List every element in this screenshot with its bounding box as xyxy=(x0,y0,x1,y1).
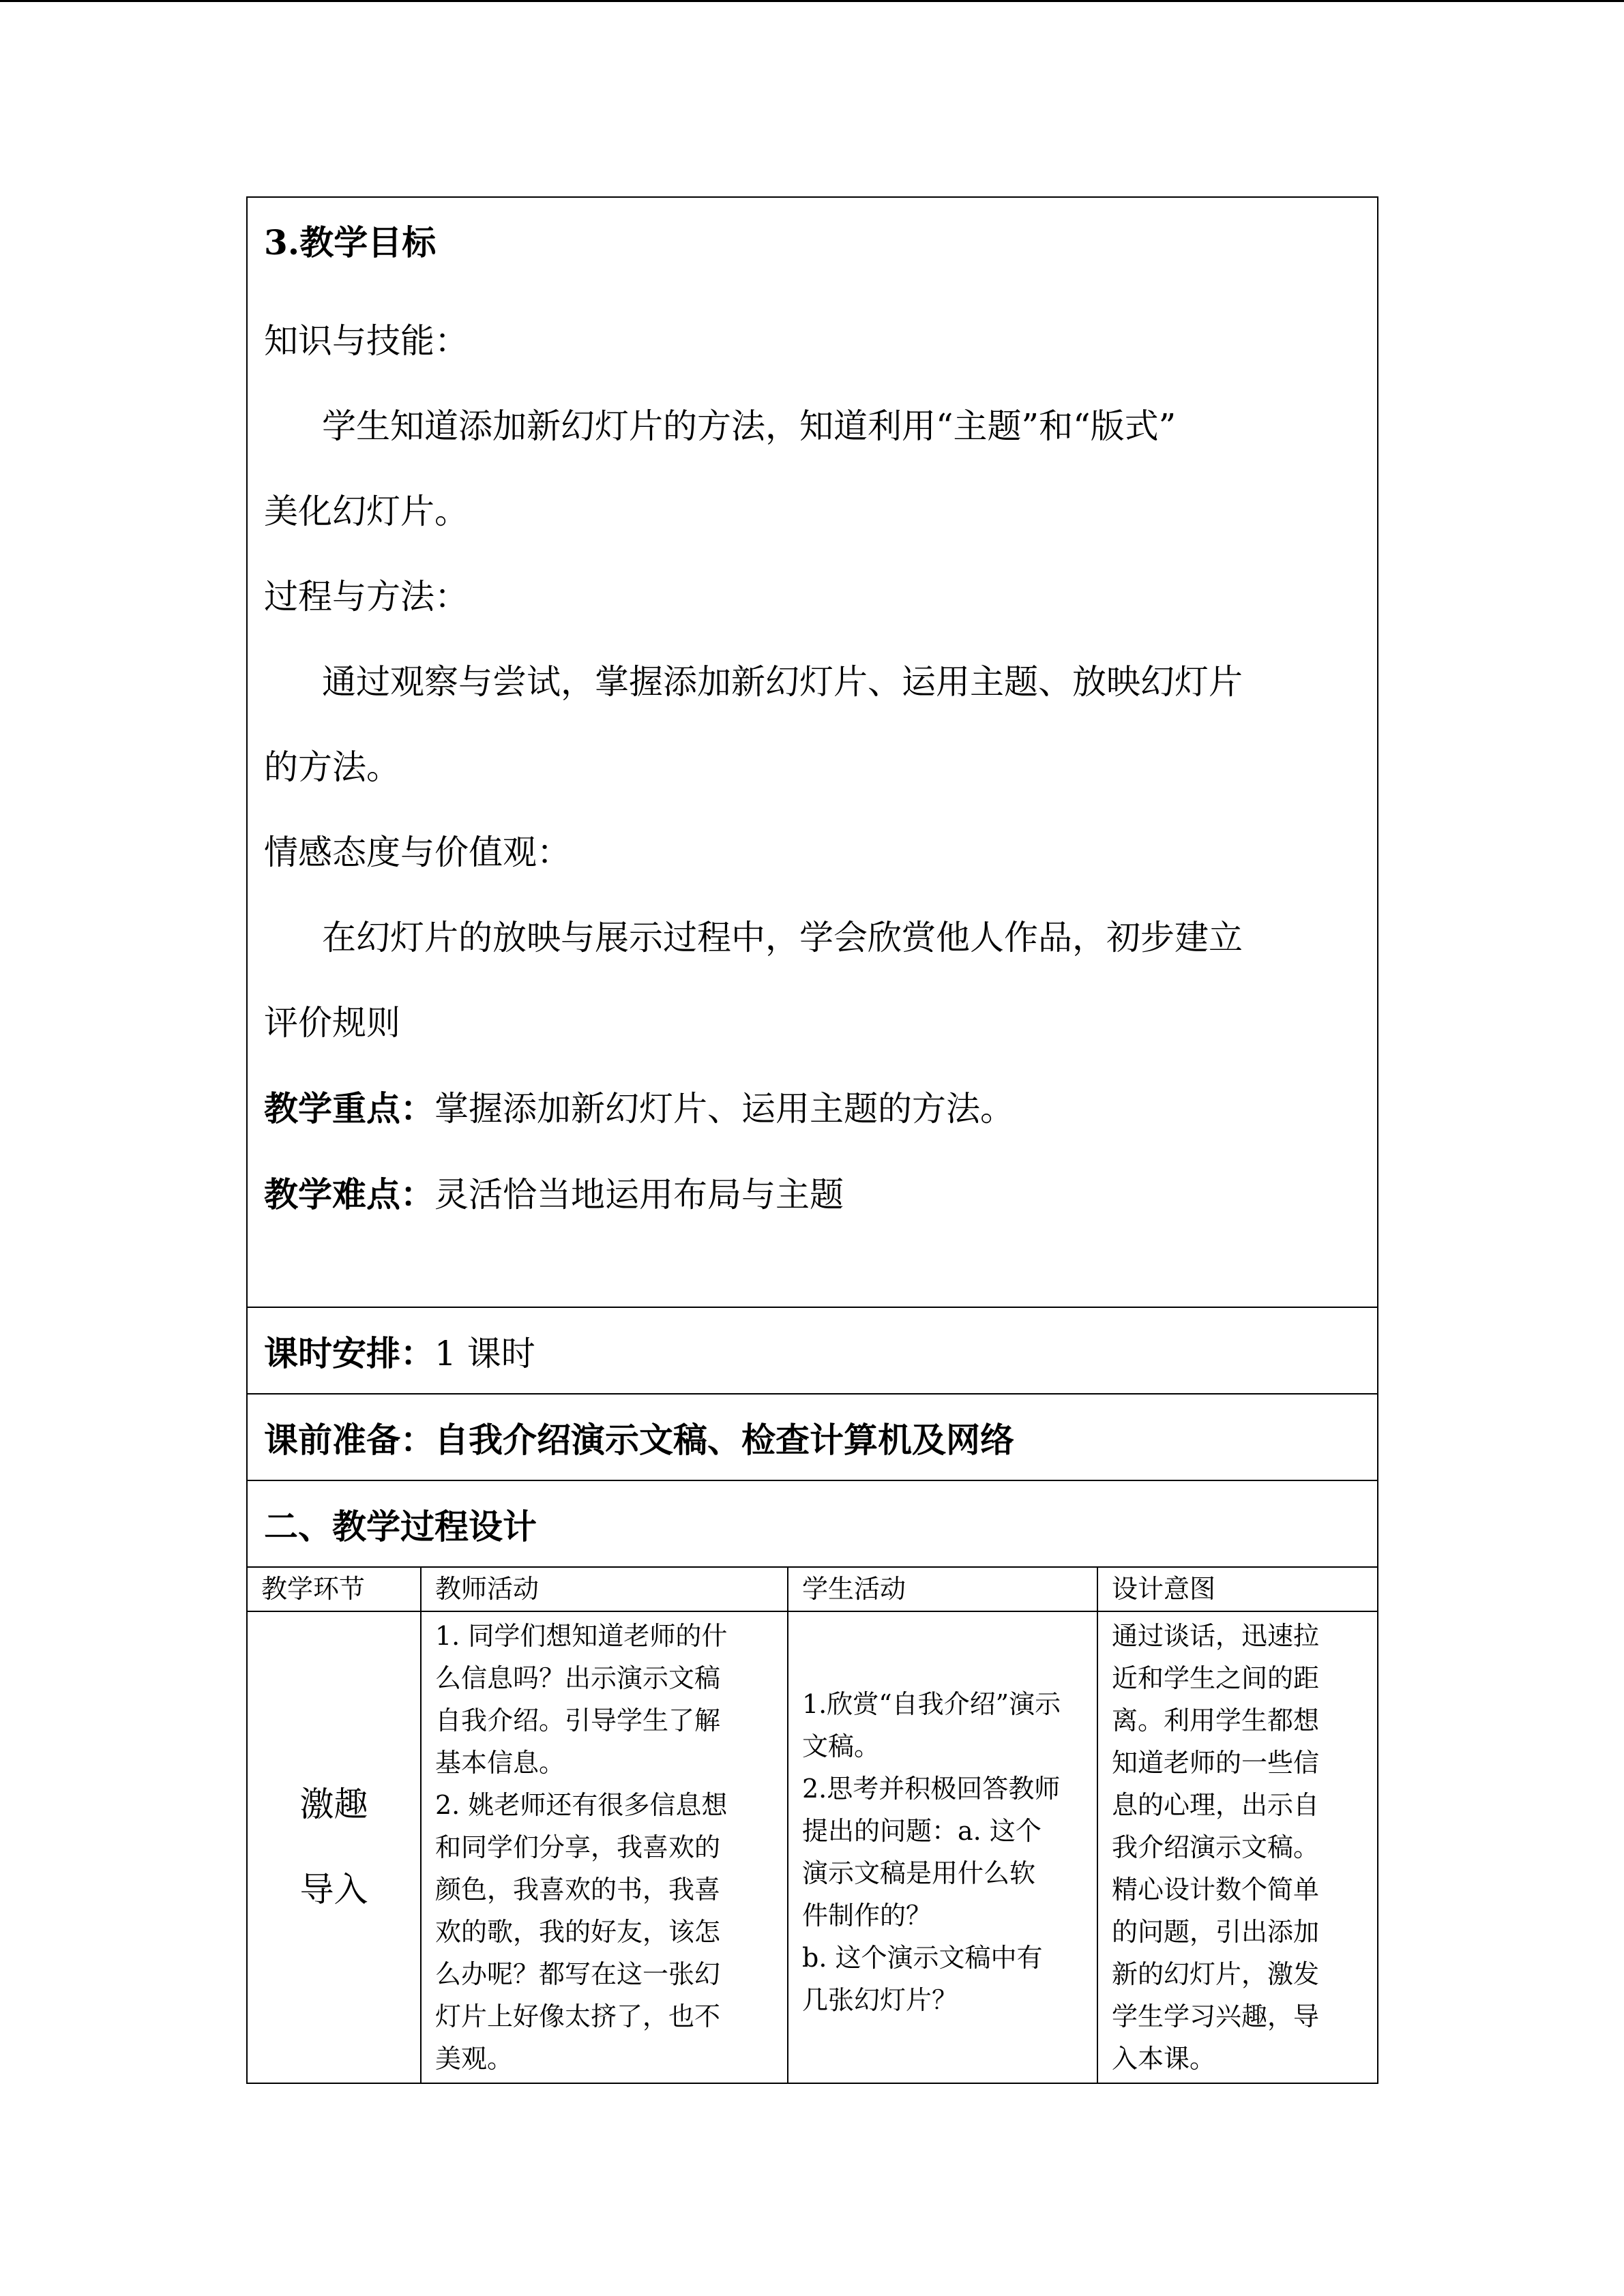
student-line: 件制作的？ xyxy=(802,1900,932,1930)
difficulty-text: 灵活恰当地运用布局与主题 xyxy=(434,1175,844,1214)
table-row xyxy=(248,1611,1377,2083)
stage-line2: 导入 xyxy=(299,1870,368,1909)
difficulty-point xyxy=(264,1152,1361,1238)
intent-line: 通过谈话，迅速拉 xyxy=(1112,1621,1320,1651)
schedule-label: 课时安排： xyxy=(264,1332,434,1373)
student-line: b. 这个演示文稿中有 xyxy=(802,1943,1043,1973)
teacher-line: 和同学们分享，我喜欢的 xyxy=(435,1832,721,1862)
teacher-line: 基本信息。 xyxy=(435,1748,565,1778)
schedule-value: 1 课时 xyxy=(434,1333,535,1373)
knowledge-text-line1: 学生知道添加新幻灯片的方法，知道利用“主题”和“版式” xyxy=(322,406,1177,446)
process-label: 过程与方法： xyxy=(264,577,469,616)
student-line: 文稿。 xyxy=(802,1731,881,1761)
intent-line: 息的心理，出示自 xyxy=(1112,1790,1320,1820)
goals-heading: 3.教学目标 xyxy=(264,222,437,263)
intent-line: 精心设计数个简单 xyxy=(1112,1875,1320,1905)
student-activity-cell xyxy=(788,1611,1097,2083)
student-line: 1.欣赏“自我介绍”演示 xyxy=(802,1689,1061,1719)
schedule-row xyxy=(248,1308,1377,1395)
teacher-line: 自我介绍。引导学生了解 xyxy=(435,1705,721,1735)
intent-line: 新的幻灯片，激发 xyxy=(1112,1959,1320,1989)
lesson-plan-table xyxy=(246,196,1378,2084)
teacher-line: 颜色，我喜欢的书，我喜 xyxy=(435,1875,721,1905)
student-line: 2.思考并积极回答教师 xyxy=(802,1774,1061,1804)
teacher-line: 欢的歌，我的好友，该怎 xyxy=(435,1917,721,1947)
stage-cell xyxy=(248,1611,421,2083)
emotion-text-line1: 在幻灯片的放映与展示过程中，学会欣赏他人作品，初步建立 xyxy=(322,918,1243,957)
intent-line: 离。利用学生都想 xyxy=(1112,1705,1320,1735)
process-text-line1: 通过观察与尝试，掌握添加新幻灯片、运用主题、放映幻灯片 xyxy=(322,662,1243,702)
intent-line: 学生学习兴趣，导 xyxy=(1112,2001,1320,2031)
intent-line: 的问题，引出添加 xyxy=(1112,1917,1320,1947)
col-header-student: 学生活动 xyxy=(788,1568,1097,1611)
emotion-text-line2: 评价规则 xyxy=(264,1003,400,1043)
preparation-label: 课前准备： xyxy=(264,1419,434,1460)
intent-line: 入本课。 xyxy=(1112,2044,1216,2074)
key-point-label: 教学重点： xyxy=(264,1088,434,1129)
preparation-value: 自我介绍演示文稿、检查计算机及网络 xyxy=(434,1419,1014,1460)
teacher-line: 美观。 xyxy=(435,2044,514,2074)
teacher-activity-cell xyxy=(421,1611,788,2083)
key-point xyxy=(264,1066,1361,1152)
design-intent-cell xyxy=(1097,1611,1377,2083)
process-heading: 二、教学过程设计 xyxy=(248,1481,1377,1568)
key-point-text: 掌握添加新幻灯片、运用主题的方法。 xyxy=(434,1089,1014,1129)
col-header-teacher: 教师活动 xyxy=(421,1568,788,1611)
knowledge-label: 知识与技能： xyxy=(264,321,469,361)
teaching-goals-section xyxy=(248,198,1377,1308)
teacher-line: 灯片上好像太挤了，也不 xyxy=(435,2001,721,2031)
student-line: 几张幻灯片？ xyxy=(802,1985,958,2015)
difficulty-label: 教学难点： xyxy=(264,1174,434,1214)
knowledge-text-line2: 美化幻灯片。 xyxy=(264,492,469,531)
teacher-line: 1. 同学们想知道老师的什 xyxy=(435,1621,728,1651)
emotion-label: 情感态度与价值观： xyxy=(264,833,571,872)
page-top-rule xyxy=(0,0,1624,2)
teacher-line: 么信息吗？出示演示文稿 xyxy=(435,1663,721,1693)
process-text-line2: 的方法。 xyxy=(264,747,400,787)
intent-line: 近和学生之间的距 xyxy=(1112,1663,1320,1693)
student-line: 演示文稿是用什么软 xyxy=(802,1858,1036,1888)
teacher-line: 2. 姚老师还有很多信息想 xyxy=(435,1790,728,1820)
intent-line: 知道老师的一些信 xyxy=(1112,1748,1320,1778)
col-header-stage: 教学环节 xyxy=(248,1568,421,1611)
preparation-row xyxy=(248,1395,1377,1481)
student-line: 提出的问题：a. 这个 xyxy=(802,1816,1042,1846)
teacher-line: 么办呢？都写在这一张幻 xyxy=(435,1959,721,1989)
process-table-header xyxy=(248,1568,1377,1611)
stage-line1: 激趣 xyxy=(299,1785,368,1824)
col-header-intent: 设计意图 xyxy=(1097,1568,1377,1611)
intent-line: 我介绍演示文稿。 xyxy=(1112,1832,1320,1862)
process-table xyxy=(248,1568,1377,2083)
